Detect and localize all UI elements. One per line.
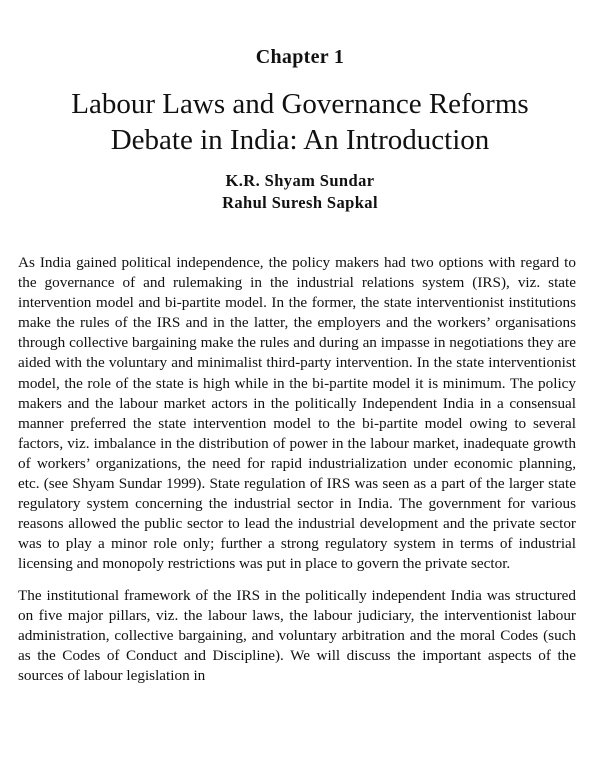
chapter-label: Chapter 1 [255,46,345,68]
author-list [0,170,600,214]
author-name: K.R. Shyam Sundar [225,171,375,190]
chapter-title-line-1: Labour Laws and Governance Reforms [71,88,529,120]
chapter-title [20,86,580,158]
chapter-title-line-2: Debate in India: An Introduction [110,124,490,156]
body-text [18,253,576,697]
author-name: Rahul Suresh Sapkal [222,193,378,212]
paragraph: As India gained political independence, the policy makers had two options with regard to the governance of and rulemaking in the industrial relations system (IRS), viz. state intervention model and bi-partite model. In the former, the state interventionist institutions make the rules of the IRS and in the latter, the employers and the workers’ organisations through collective bargaining make the rules and during an impasse in negotiations they are aided with the voluntary and minimalist third-party intervention. In the state interventionist model, the role of the state is high while in the bi-partite model it is minimum. The policy makers and the labour market actors in the politically Independent India in a consensual manner preferred the state intervention model to the bi-partite model owing to several factors, viz. imbalance in the distribution of power in the labour market, inadequate growth of workers’ organizations, the need for rapid industrialization under economic planning, etc. (see Shyam Sundar 1999). State regulation of IRS was seen as a part of the larger state regulatory system concerning the industrial sector in India. The government for various reasons allowed the public sector to lead the industrial development and the private sector was to play a minor role only; further a strong regulatory system in terms of industrial licensing and monopoly restrictions was put in place to govern the private sector. [18,254,576,573]
paragraph: The institutional framework of the IRS in the politically independent India was structured on five major pillars, viz. the labour laws, the labour judiciary, the interventionist labour administration, collective bargaining, and voluntary arbitration and the moral Codes (such as the Codes of Conduct and Discipline). We will discuss the important aspects of the sources of labour legislation in [18,586,576,684]
